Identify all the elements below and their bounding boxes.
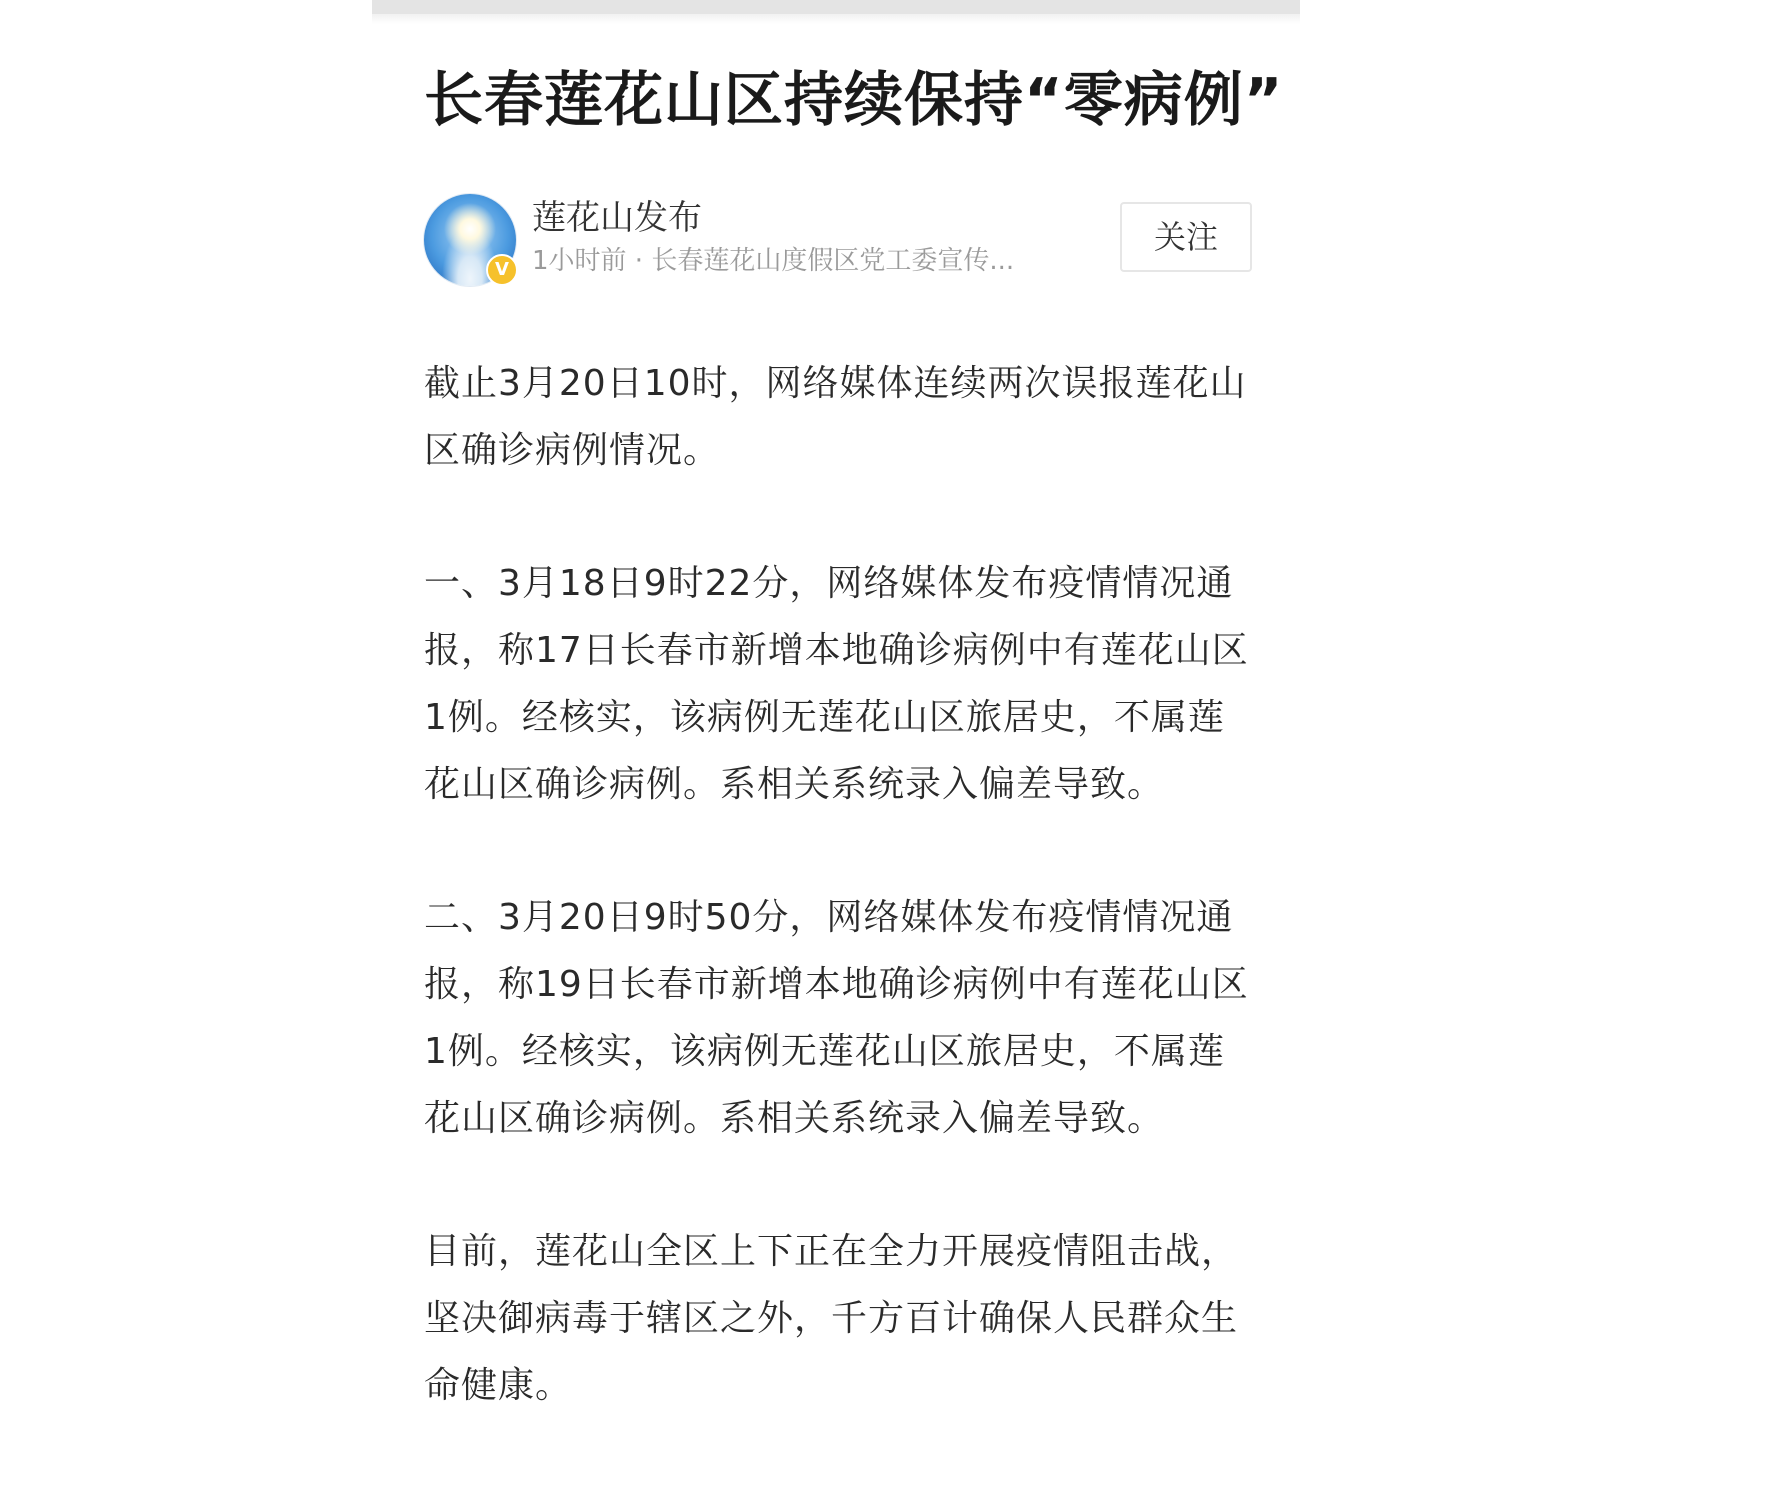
paragraph-1: 截止3月20日10时，网络媒体连续两次误报莲花山区确诊病例情况。 [424,363,1247,471]
author-meta: 1小时前 · 长春莲花山度假区党工委宣传... [532,246,1015,276]
paragraph-4: 目前，莲花山全区上下正在全力开展疫情阻击战，坚决御病毒于辖区之外，千方百计确保人民群众生命健康。 [424,1231,1239,1406]
author-name[interactable]: 莲花山发布 [532,198,702,238]
verified-badge-icon: V [486,254,518,286]
follow-button[interactable]: 关注 [1120,202,1252,272]
article [424,56,1284,1485]
top-divider-shadow [372,14,1300,24]
article-title: 长春莲花山区持续保持“零病例” [424,65,1284,134]
article-body [424,350,1252,1419]
paragraph-2: 一、3月18日9时22分，网络媒体发布疫情情况通报，称17日长春市新增本地确诊病例中有莲花山区1例。经核实，该病例无莲花山区旅居史，不属莲花山区确诊病例。系相关系统录入偏差导致。 [424,563,1249,805]
paragraph-3: 二、3月20日9时50分，网络媒体发布疫情情况通报，称19日长春市新增本地确诊病例中有莲花山区1例。经核实，该病例无莲花山区旅居史，不属莲花山区确诊病例。系相关系统录入偏差导致。 [424,897,1249,1139]
author-row [424,194,1252,294]
author-avatar[interactable] [424,194,516,286]
top-scroll-bar [372,0,1300,14]
